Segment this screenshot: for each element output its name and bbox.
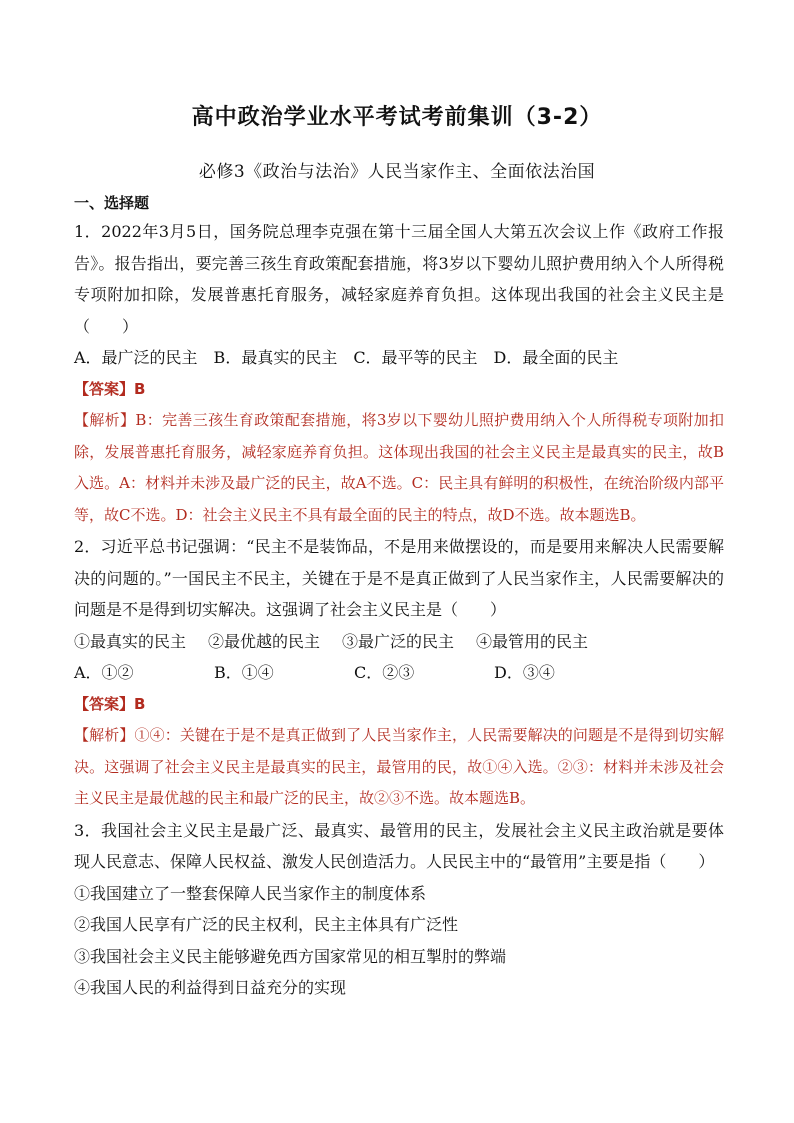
question-2-choice: ①最真实的民主 [74, 631, 187, 651]
question-1 [74, 216, 724, 531]
question-2-option: D．③④ [494, 663, 555, 682]
question-2-option: B．①④ [214, 663, 274, 682]
document-body [74, 190, 724, 1004]
question-2-choices [74, 626, 724, 658]
question-2-options [74, 657, 724, 689]
question-2 [74, 531, 724, 815]
question-2-explanation: 【解析】①④：关键在于是不是真正做到了人民当家作主，人民需要解决的问题是不是得到切实解决。这强调了社会主义民主是最真实的民主，最管用的民，故①④入选。②③：材料并未涉及社会主义民主是最优越的民主和最广泛的民主，故②③不选。故本题选B。 [74, 726, 724, 807]
question-2-choice: ③最广泛的民主 [342, 631, 455, 651]
question-1-stem: 1．2022年3月5日，国务院总理李克强在第十三届全国人大第五次会议上作《政府工作报告》。报告指出，要完善三孩生育政策配套措施，将3岁以下婴幼儿照护费用纳入个人所得税专项附加扣除，发展普惠托育服务，减轻家庭养育负担。这体现出我国的社会主义民主是（ ） [74, 222, 724, 336]
question-3-choice: ②我国人民享有广泛的民主权利，民主主体具有广泛性 [74, 915, 459, 934]
question-3-choice: ③我国社会主义民主能够避免西方国家常见的相互掣肘的弊端 [74, 946, 507, 966]
page-title: 高中政治学业水平考试考前集训（3-2） [191, 105, 603, 130]
question-3-choice: ④我国人民的利益得到日益充分的实现 [74, 978, 347, 997]
question-3 [74, 815, 724, 1004]
question-3-choice: ①我国建立了一整套保障人民当家作主的制度体系 [74, 883, 427, 903]
question-1-options: A．最广泛的民主 B．最真实的民主 C．最平等的民主 D．最全面的民主 [74, 348, 619, 367]
question-2-stem: 2．习近平总书记强调：“民主不是装饰品，不是用来做摆设的，而是要用来解决人民需要解决的问题的。”一国民主不民主，关键在于是不是真正做到了人民当家作主，人民需要解决的问题是不是得到切实解决。这强调了社会主义民主是（ ） [74, 537, 724, 619]
question-1-explanation: 【解析】B：完善三孩生育政策配套措施，将3岁以下婴幼儿照护费用纳入个人所得税专项附加扣除，发展普惠托育服务，减轻家庭养育负担。这体现出我国的社会主义民主是最真实的民主，故B入选。A：材料并未涉及最广泛的民主，故A不选。C：民主具有鲜明的积极性，在统治阶级内部平等，故C不选。D：社会主义民主不具有最全面的民主的特点，故D不选。故本题选B。 [74, 411, 724, 524]
question-2-option: A．①② [74, 663, 134, 682]
question-3-stem: 3．我国社会主义民主是最广泛、最真实、最管用的民主，发展社会主义民主政治就是要体现人民意志、保障人民权益、激发人民创造活力。人民民主中的“最管用”主要是指（ ） [74, 820, 724, 871]
section-heading: 一、选择题 [74, 194, 150, 212]
question-2-option: C．②③ [354, 663, 415, 682]
page-subtitle: 必修3《政治与法治》人民当家作主、全面依法治国 [198, 162, 596, 182]
question-2-choice: ②最优越的民主 [208, 631, 321, 651]
question-1-answer: 【答案】B [74, 379, 146, 398]
question-2-choice: ④最管用的民主 [476, 631, 589, 651]
question-2-answer: 【答案】B [74, 694, 146, 713]
